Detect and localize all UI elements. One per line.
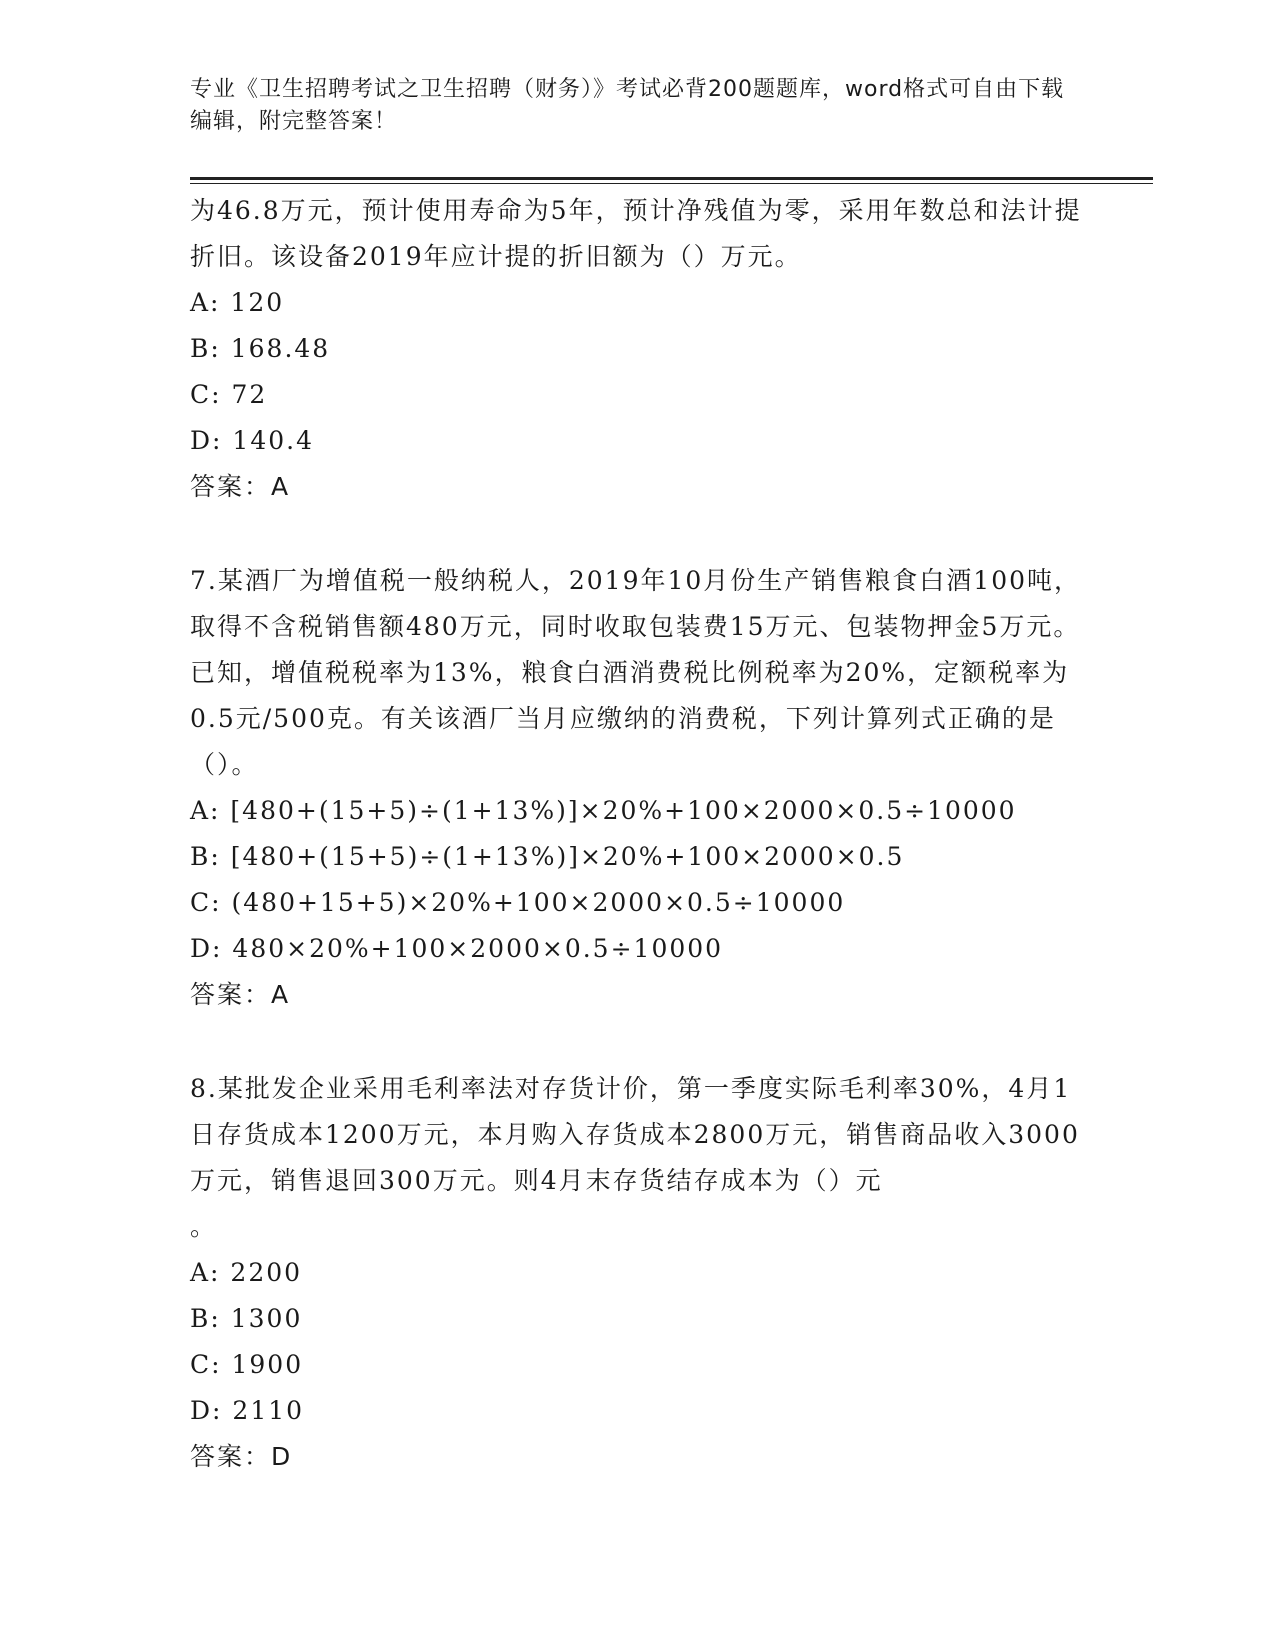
option-a: A: 120 xyxy=(190,288,285,317)
option-a: A: [480+(15+5)÷(1+13%)]×20%+100×2000×0.5÷10000 xyxy=(190,796,1017,825)
option-d: D: 140.4 xyxy=(190,426,314,455)
question-text: 为46.8万元，预计使用寿命为5年，预计净残值为零，采用年数总和法计提折旧。该设备2019年应计提的折旧额为（）万元。 xyxy=(190,196,1082,271)
option-d: D: 480×20%+100×2000×0.5÷10000 xyxy=(190,934,724,963)
question-7 xyxy=(190,558,1090,1018)
option-c: C: 72 xyxy=(190,380,268,409)
question-text: 8.某批发企业采用毛利率法对存货计价，第一季度实际毛利率30%，4月1日存货成本1200万元，本月购入存货成本2800万元，销售商品收入3000万元，销售退回300万元。则4月末存货结存成本为（）元 xyxy=(190,1074,1080,1195)
answer: 答案：A xyxy=(190,472,291,501)
option-d: D: 2110 xyxy=(190,1396,305,1425)
option-b: B: 168.48 xyxy=(190,334,331,363)
option-a: A: 2200 xyxy=(190,1258,303,1287)
document-header: 专业《卫生招聘考试之卫生招聘（财务）》考试必背200题题库，word格式可自由下载编辑，附完整答案！ xyxy=(190,77,1065,134)
header-divider-thick xyxy=(190,177,1153,180)
document-body xyxy=(190,188,1090,1480)
option-c: C: (480+15+5)×20%+100×2000×0.5÷10000 xyxy=(190,888,846,917)
question-6 xyxy=(190,188,1090,510)
option-c: C: 1900 xyxy=(190,1350,304,1379)
option-b: B: [480+(15+5)÷(1+13%)]×20%+100×2000×0.5 xyxy=(190,842,905,871)
answer: 答案：D xyxy=(190,1442,293,1471)
question-8 xyxy=(190,1066,1090,1480)
question-text-tail: 。 xyxy=(190,1212,218,1241)
question-text: 7.某酒厂为增值税一般纳税人，2019年10月份生产销售粮食白酒100吨，取得不含税销售额480万元，同时收取包装费15万元、包装物押金5万元。已知，增值税税率为13%，粮食白酒消费税比例税率为20%，定额税率为0.5元/500克。有关该酒厂当月应缴纳的消费税，下列计算列式正确的是（）。 xyxy=(190,566,1082,779)
header-divider-thin xyxy=(190,183,1153,184)
option-b: B: 1300 xyxy=(190,1304,303,1333)
answer: 答案：A xyxy=(190,980,291,1009)
